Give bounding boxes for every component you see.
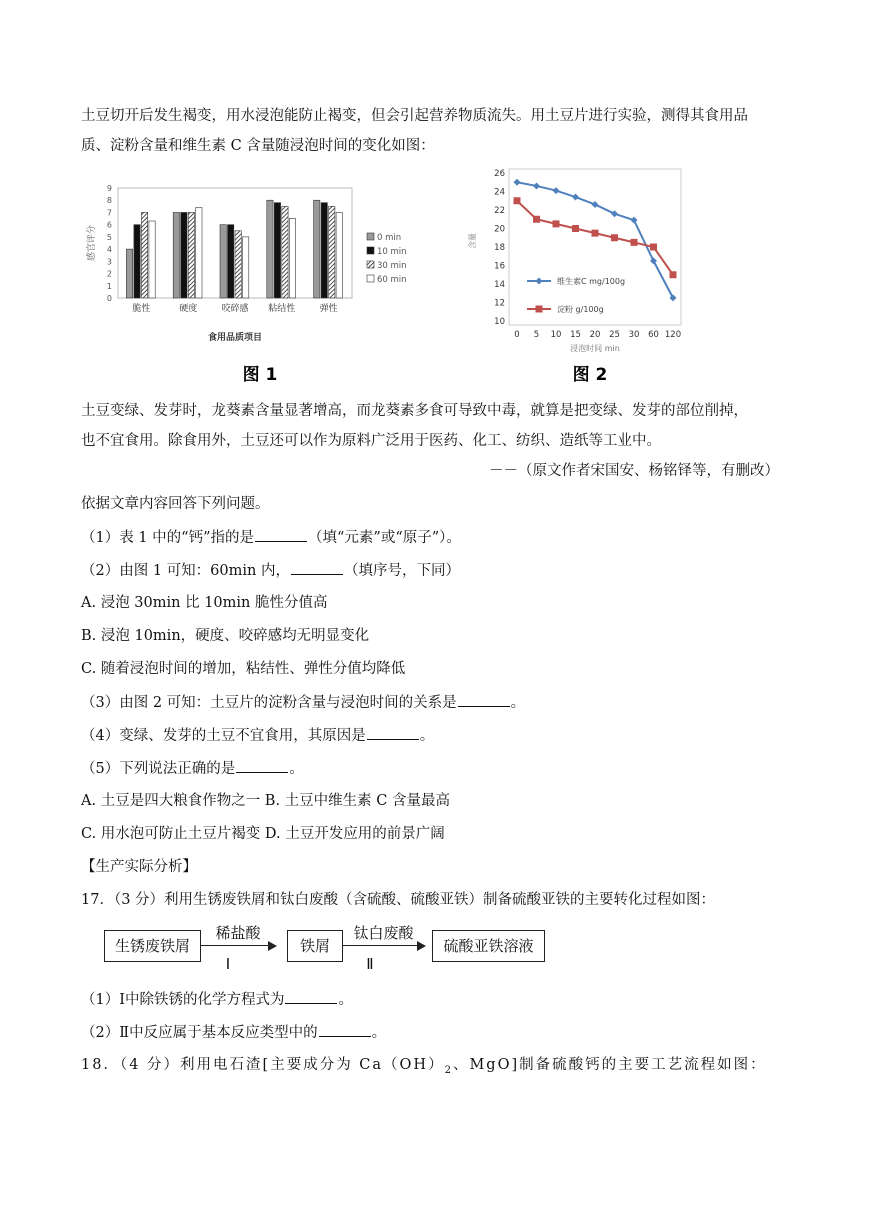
y-tick-label: 3 (106, 257, 112, 267)
answer-blank[interactable] (367, 725, 419, 740)
legend-marker (536, 278, 543, 285)
series-line (517, 201, 673, 275)
x-tick-label: 粘结性 (268, 304, 296, 314)
flow-arrow-2-reagent: 钛白废酸 (353, 924, 414, 942)
y-tick-label: 18 (494, 243, 505, 253)
x-tick-label: 硬度 (179, 304, 198, 314)
answer-blank[interactable] (285, 989, 337, 1004)
question-18-stem: 18．（4 分）利用电石渣[主要成分为 $Ca(OH)_2$、MgO]制备硫酸钙的主要工艺流程如图： (81, 1057, 767, 1076)
y-tick-label: 7 (106, 208, 112, 218)
y-tick-label: 4 (106, 245, 112, 255)
legend-marker (536, 306, 543, 313)
figure-2-line-chart (465, 163, 695, 388)
y-tick-label: 10 (494, 317, 505, 327)
x-tick-label: 5 (533, 330, 540, 340)
data-point (553, 220, 560, 227)
x-tick-label: 120 (664, 330, 682, 340)
question-2: （2）由图 1 可知：60min 内， （填序号，下同） (81, 560, 460, 581)
section-heading: 【生产实际分析】 (81, 859, 197, 875)
y-tick-label: 5 (106, 232, 112, 242)
question-1: （1）表 1 中的“钙”指的是 （填“元素”或“原子”）。 (81, 527, 461, 548)
bar (243, 237, 249, 298)
bar (235, 231, 241, 298)
y-axis-label: 感官评分 (87, 224, 97, 262)
bar (282, 206, 288, 298)
bar (329, 206, 335, 298)
bar (134, 225, 140, 298)
bar (228, 225, 234, 298)
y-tick-label: 24 (494, 187, 505, 198)
data-point (611, 234, 618, 241)
data-point (631, 217, 638, 224)
legend-swatch (367, 261, 374, 268)
bar (188, 212, 194, 298)
data-point (650, 244, 657, 251)
data-point (572, 194, 579, 201)
bar (181, 212, 187, 298)
para2-line-2: 也不宜食用。除食用外，土豆还可以作为原料广泛用于医药、化工、纺织、造纸等工业中。 (81, 433, 661, 449)
q2-option-c: C. 随着浸泡时间的增加，粘结性、弹性分值均降低 (81, 661, 406, 677)
question-4: （4）变绿、发芽的土豆不宜食用，其原因是 。 (81, 725, 434, 746)
bar (274, 203, 280, 298)
flow-arrow-1-reagent: 稀盐酸 (215, 924, 261, 942)
q5-options-ab: A. 土豆是四大粮食作物之一 B. 土豆中维生素 C 含量最高 (81, 793, 450, 809)
y-tick-label: 2 (106, 269, 112, 279)
data-point (592, 201, 599, 208)
answer-blank[interactable] (319, 1022, 371, 1037)
y-tick-label: 1 (106, 281, 112, 291)
x-tick-label: 15 (570, 330, 581, 340)
q17-sub-1: （1）Ⅰ中除铁锈的化学方程式为 。 (81, 989, 353, 1010)
y-tick-label: 14 (494, 280, 505, 290)
legend-label: 0 min (377, 233, 402, 243)
answer-blank[interactable] (255, 527, 307, 542)
y-tick-label: 20 (494, 224, 505, 235)
y-tick-label: 22 (494, 206, 505, 216)
bar (289, 219, 295, 298)
legend-label: 30 min (377, 261, 407, 271)
q2-option-a: A. 浸泡 30min 比 10min 脆性分值高 (81, 595, 328, 611)
y-tick-label: 16 (494, 261, 505, 272)
answer-blank[interactable] (236, 758, 288, 773)
x-tick-label: 60 (648, 330, 659, 340)
bar (126, 249, 132, 298)
legend-swatch (367, 233, 374, 240)
data-point (572, 225, 579, 232)
source-note: －－（原文作者宋国安、杨铭铎等，有删改） (489, 463, 779, 479)
data-point (670, 271, 677, 278)
bar (220, 225, 226, 298)
bar (314, 200, 320, 298)
answer-blank[interactable] (458, 692, 510, 707)
y-tick-label: 8 (106, 196, 112, 206)
figure-1-bar-chart (80, 178, 440, 388)
q17-sub-2: （2）Ⅱ中反应属于基本反应类型中的 。 (81, 1022, 386, 1043)
question-3: （3）由图 2 可知：土豆片的淀粉含量与浸泡时间的关系是 。 (81, 692, 525, 713)
data-point (514, 179, 521, 186)
flow-arrow-2-step: Ⅱ (366, 955, 374, 973)
data-point (611, 210, 618, 217)
bar (149, 221, 155, 298)
flow-box-iron-filings: 铁屑 (287, 930, 343, 962)
data-point (533, 216, 540, 223)
x-axis-label: 食用品质项目 (207, 333, 263, 343)
legend-swatch (367, 275, 374, 282)
data-point (553, 187, 560, 194)
flow-box-ferrous-sulfate: 硫酸亚铁溶液 (432, 930, 545, 962)
legend-swatch (367, 247, 374, 254)
data-point (514, 197, 521, 204)
x-tick-label: 20 (589, 330, 601, 340)
figure-1-caption: 图 1 (242, 365, 278, 385)
q5-options-cd: C. 用水泡可防止土豆片褐变 D. 土豆开发应用的前景广阔 (81, 826, 445, 842)
bar (321, 203, 327, 298)
y-tick-label: 9 (106, 184, 112, 193)
x-tick-label: 弹性 (319, 304, 338, 314)
answer-blank[interactable] (291, 560, 343, 575)
questions-lead: 依据文章内容回答下列问题。 (81, 496, 270, 512)
data-point (631, 239, 638, 246)
bar (336, 212, 342, 298)
data-point (592, 230, 599, 237)
data-point (670, 294, 677, 301)
intro-line-2: 质、淀粉含量和维生素 C 含量随浸泡时间的变化如图： (81, 138, 435, 154)
para2-line-1: 土豆变绿、发芽时，龙葵素含量显著增高，而龙葵素多食可导致中毒，就算是把变绿、发芽的部位削掉， (81, 403, 748, 419)
x-tick-label: 30 (628, 330, 640, 340)
bar (196, 208, 202, 298)
bar (173, 212, 179, 298)
flow-arrow-1 (201, 945, 275, 946)
bar (141, 212, 147, 298)
y-tick-label: 6 (106, 220, 112, 230)
y-tick-label: 0 (106, 294, 112, 303)
x-tick-label: 10 (550, 330, 562, 340)
y-axis-label: 含量 (468, 233, 477, 249)
figure-2-caption: 图 2 (572, 365, 608, 385)
x-axis-label: 浸泡时间 min (570, 344, 620, 353)
legend-label: 维生素C mg/100g (557, 277, 626, 286)
data-point (650, 257, 657, 264)
flow-box-rusty-iron: 生锈废铁屑 (104, 930, 201, 962)
y-tick-label: 12 (494, 298, 505, 309)
q2-option-b: B. 浸泡 10min，硬度、咬碎感均无明显变化 (81, 628, 370, 644)
x-tick-label: 咬碎感 (221, 304, 249, 314)
bar (267, 200, 273, 298)
question-17-stem: 17．（3 分）利用生锈废铁屑和钛白废酸（含硫酸、硫酸亚铁）制备硫酸亚铁的主要转化过程如图： (81, 892, 716, 908)
question-5: （5）下列说法正确的是 。 (81, 758, 304, 779)
legend-label: 淀粉 g/100g (557, 305, 604, 314)
flow-arrow-2 (343, 945, 424, 946)
x-tick-label: 0 (514, 330, 520, 340)
x-tick-label: 25 (609, 330, 620, 340)
data-point (533, 182, 540, 189)
legend-label: 60 min (377, 275, 407, 285)
legend-label: 10 min (377, 247, 407, 257)
x-tick-label: 脆性 (132, 304, 151, 314)
flow-arrow-1-step: Ⅰ (225, 955, 231, 973)
y-tick-label: 26 (494, 169, 505, 179)
intro-line-1: 土豆切开后发生褐变，用水浸泡能防止褐变，但会引起营养物质流失。用土豆片进行实验，测得其食用品 (81, 108, 748, 124)
